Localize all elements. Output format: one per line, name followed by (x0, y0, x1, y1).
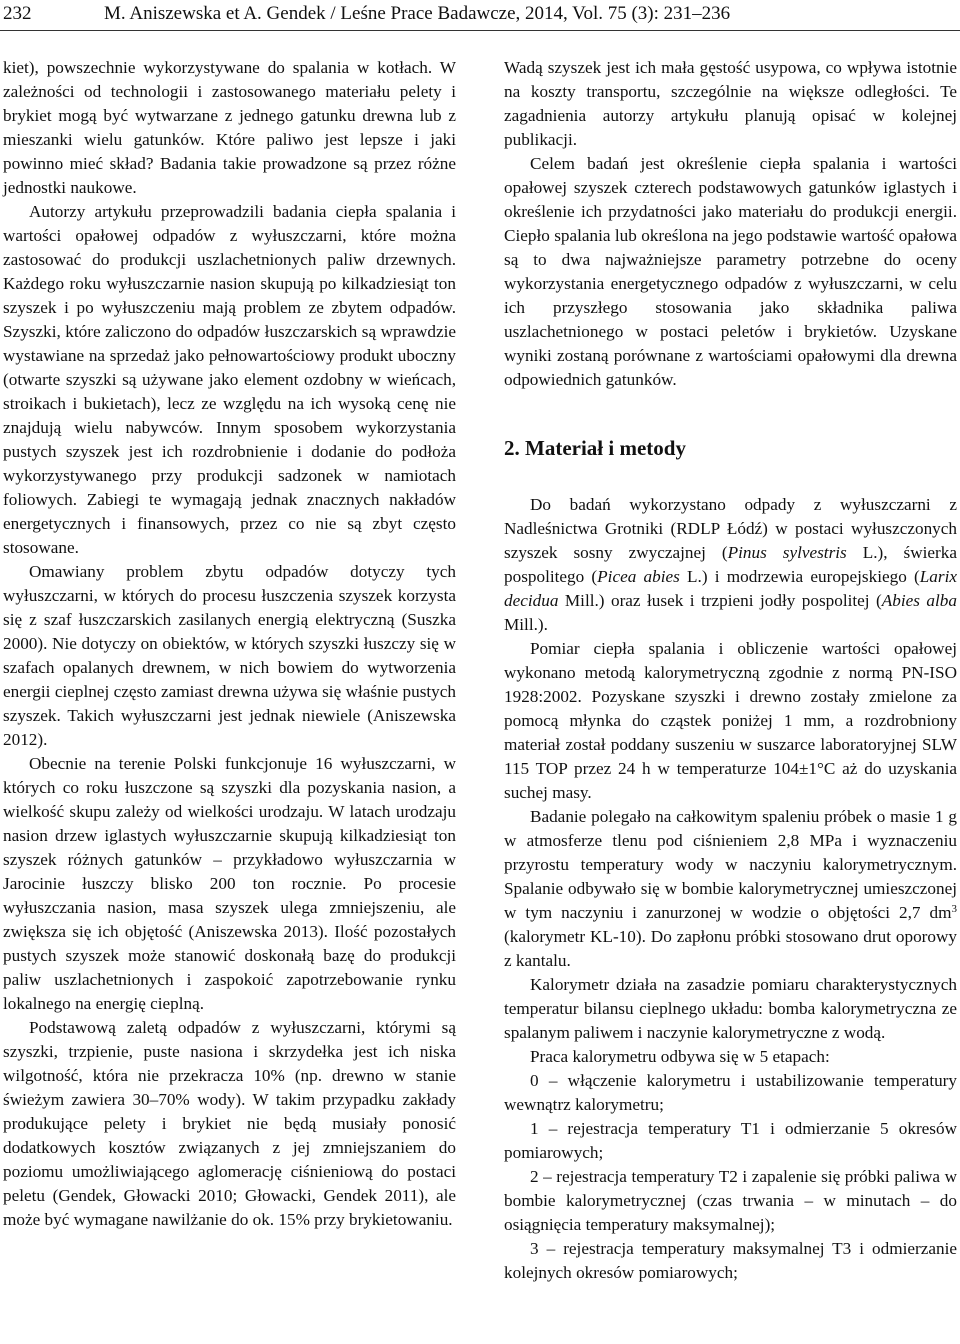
paragraph: Autorzy artykułu przeprowadzili badania ciepła spalania i wartości opałowej odpadów z wyłuszczarni, które można zastosować do produkcji uszlachetnionych paliw drzewnych. Każdego roku wyłuszczarnie nasion skupują po kilkadziesiąt ton szyszek i po wyłuszczeniu mają problem ze zbytem odpadów. Szyszki, które zaliczono do odpadów łuszczarskich są wprawdzie wystawiane na sprzedaż jako pełnowartościowy produkt uboczny (otwarte szyszki są używane jako element ozdobny w wieńcach, stroikach i bukietach), lecz ze względu na ich wysoką cenę nie znajdują wielu nabywców. Innym sposobem wykorzystania pustych szyszek jest ich rozdrobnienie i dodanie do podłoża wykorzystywanego przy produkcji sadzonek w namiotach foliowych. Zabiegi te wymagają jednak znacznych nakładów energetycznych i finansowych, przez co nie są zbyt często stosowane. (3, 202, 456, 557)
paragraph: kiet), powszechnie wykorzystywane do spalania w kotłach. W zależności od technologii i zastosowanego materiału pelety i brykiet mogą być wytwarzane z jednego gatunku drewna lub z mieszanki wielu gatunków. Które paliwo jest lepsze i jaki powinno mieć skład? Badania takie prowadzone są przez różne jednostki naukowe. (3, 58, 456, 197)
paragraph: Pomiar ciepła spalania i obliczenie wartości opałowej wykonano metodą kalorymetryczną zgodnie z normą PN-ISO 1928:2002. Pozyskane szyszki i drewno zostały zmielone za pomocą młynka do cząstek poniżej 1 mm, a rozdrobniony materiał został poddany suszeniu w suszarce laboratoryjnej SLW 115 TOP przez 24 h w temperaturze 104±1°C aż do uzyskania suchej masy. (504, 639, 957, 802)
header-rule (0, 30, 960, 31)
running-title: M. Aniszewska et A. Gendek / Leśne Prace Badawcze, 2014, Vol. 75 (3): 231–236 (104, 3, 731, 24)
species-name: Pinus sylvestris (727, 543, 847, 562)
stage-item: 2 – rejestracja temperatury T2 i zapalenie się próbki paliwa w bombie kalorymetrycznej (czas trwania – w minutach – do osiągnięcia temperatury maksymalnej); (504, 1167, 957, 1234)
paragraph: Kalorymetr działa na zasadzie pomiaru charakterystycznych temperatur bilansu cieplnego układu: bomba kalorymetryczna ze spalanym paliwem i naczynie kalorymetryczne z wodą. (504, 975, 957, 1042)
species-name: Abies alba (881, 591, 957, 610)
species-name: Picea abies (597, 567, 680, 586)
stage-item: 3 – rejestracja temperatury maksymalnej T3 i odmierzanie kolejnych okresów pomiarowych; (504, 1239, 957, 1282)
stages-intro: Praca kalorymetru odbywa się w 5 etapach: (530, 1047, 830, 1066)
superscript: 3 (951, 903, 957, 915)
paragraph-materials: Do badań wykorzystano odpady z wyłuszczarni z Nadleśnictwa Grotniki (RDLP Łódź) w postaci wyłuszczonych szyszek sosny zwyczajnej (Pinus sylvestris L.), świerka pospolitego (Picea abies L.) i modrzewia europejskiego (Larix decidua Mill.) oraz łusek i trzpieni jodły pospolitej (Abies alba Mill.). (504, 495, 957, 634)
paragraph: Wadą szyszek jest ich mała gęstość usypowa, co wpływa istotnie na koszty transportu, szczególnie na większe odległości. Te zagadnienia autorzy artykułu planują opisać w kolejnej publikacji. (504, 58, 957, 149)
right-column (504, 56, 957, 1285)
stage-item: 1 – rejestracja temperatury T1 i odmierzanie 5 okresów pomiarowych; (504, 1119, 957, 1162)
page-header (0, 0, 960, 34)
page-number: 232 (3, 3, 32, 24)
paragraph: Celem badań jest określenie ciepła spalania i wartości opałowej szyszek czterech podstawowych gatunków iglastych i określenie ich przydatności jako materiału do produkcji energii. Ciepło spalania lub określona na jego podstawie wartość opałowa są to dwa najważniejsze parametry potrzebne do oceny wykorzystania energetycznego odpadów z wyłuszczarni, w celu ich przyszłego stosowania jako składnika paliwa uszlachetnionego w postaci peletów i brykietów. Uzyskane wyniki zostaną porównane z wartościami opałowymi dla drewna odpowiednich gatunków. (504, 154, 957, 389)
paragraph-combustion: Badanie polegało na całkowitym spaleniu próbek o masie 1 g w atmosferze tlenu pod ciśnieniem 2,8 MPa i wyznaczeniu przyrostu temperatury wody w naczyniu kalorymetrycznym. Spalanie odbywało się w bombie kalorymetrycznej umieszczonej w tym naczyniu i zanurzonej w wodzie o objętości 2,7 $dm^3$ (kalorymetr KL-10). Do zapłonu próbki stosowano drut oporowy z kantalu. (504, 807, 957, 970)
left-column (3, 56, 456, 1232)
section-heading: 2. Materiał i metody (504, 436, 686, 460)
paragraph: Obecnie na terenie Polski funkcjonuje 16 wyłuszczarni, w których co roku łuszczone są szyszki dla pozyskania nasion, a wielkość skupu zależy od wielkości urodzaju. W latach urodzaju nasion drzew iglastych wyłuszczarnie skupują kilkadziesiąt ton szyszek różnych gatunków – przykładowo wyłuszczarnia w Jarocinie łuszczy blisko 200 ton rocznie. Po procesie wyłuszczania nasion, masa szyszek ulega zmniejszeniu, ale zwiększa się ich objętość (Aniszewska 2013). Ilość pozostałych pustych szyszek może stanowić doskonałą bazę do produkcji paliw uszlachetnionych i zaspokoić zapotrzebowanie rynku lokalnego na energię cieplną. (3, 754, 456, 1013)
stage-item: 0 – włączenie kalorymetru i ustabilizowanie temperatury wewnątrz kalorymetru; (504, 1071, 957, 1114)
paragraph: Podstawową zaletą odpadów z wyłuszczarni, którymi są szyszki, trzpienie, puste nasiona i skrzydełka jest ich niska wilgotność, która nie przekracza 10% (np. drewno w stanie świeżym zawiera 30–70% wody). W takim przypadku zakłady produkujące pelety i brykiet nie będą musiały ponosić dodatkowych kosztów związanych z jej zmniejszaniem do poziomu umożliwiającego aglomerację ciśnieniową do postaci peletu (Gendek, Głowacki 2010; Głowacki, Gendek 2011), ale może być wymagane nawilżanie do ok. 15% przy brykietowaniu. (3, 1018, 456, 1229)
species-name: Larix decidua (504, 567, 957, 610)
paragraph: Omawiany problem zbytu odpadów dotyczy tych wyłuszczarni, w których do procesu łuszczenia szyszek korzysta się z szaf łuszczarskich zasilanych energią elektryczną (Suszka 2000). Nie dotyczy on obiektów, w których szyszki łuszczy się w szafach opalanych drewnem, w nich bowiem do wytworzenia energii cieplnej często zamiast drewna używa się właśnie pustych szyszek. Takich wyłuszczarni jest jednak niewiele (Aniszewska 2012). (3, 562, 456, 749)
